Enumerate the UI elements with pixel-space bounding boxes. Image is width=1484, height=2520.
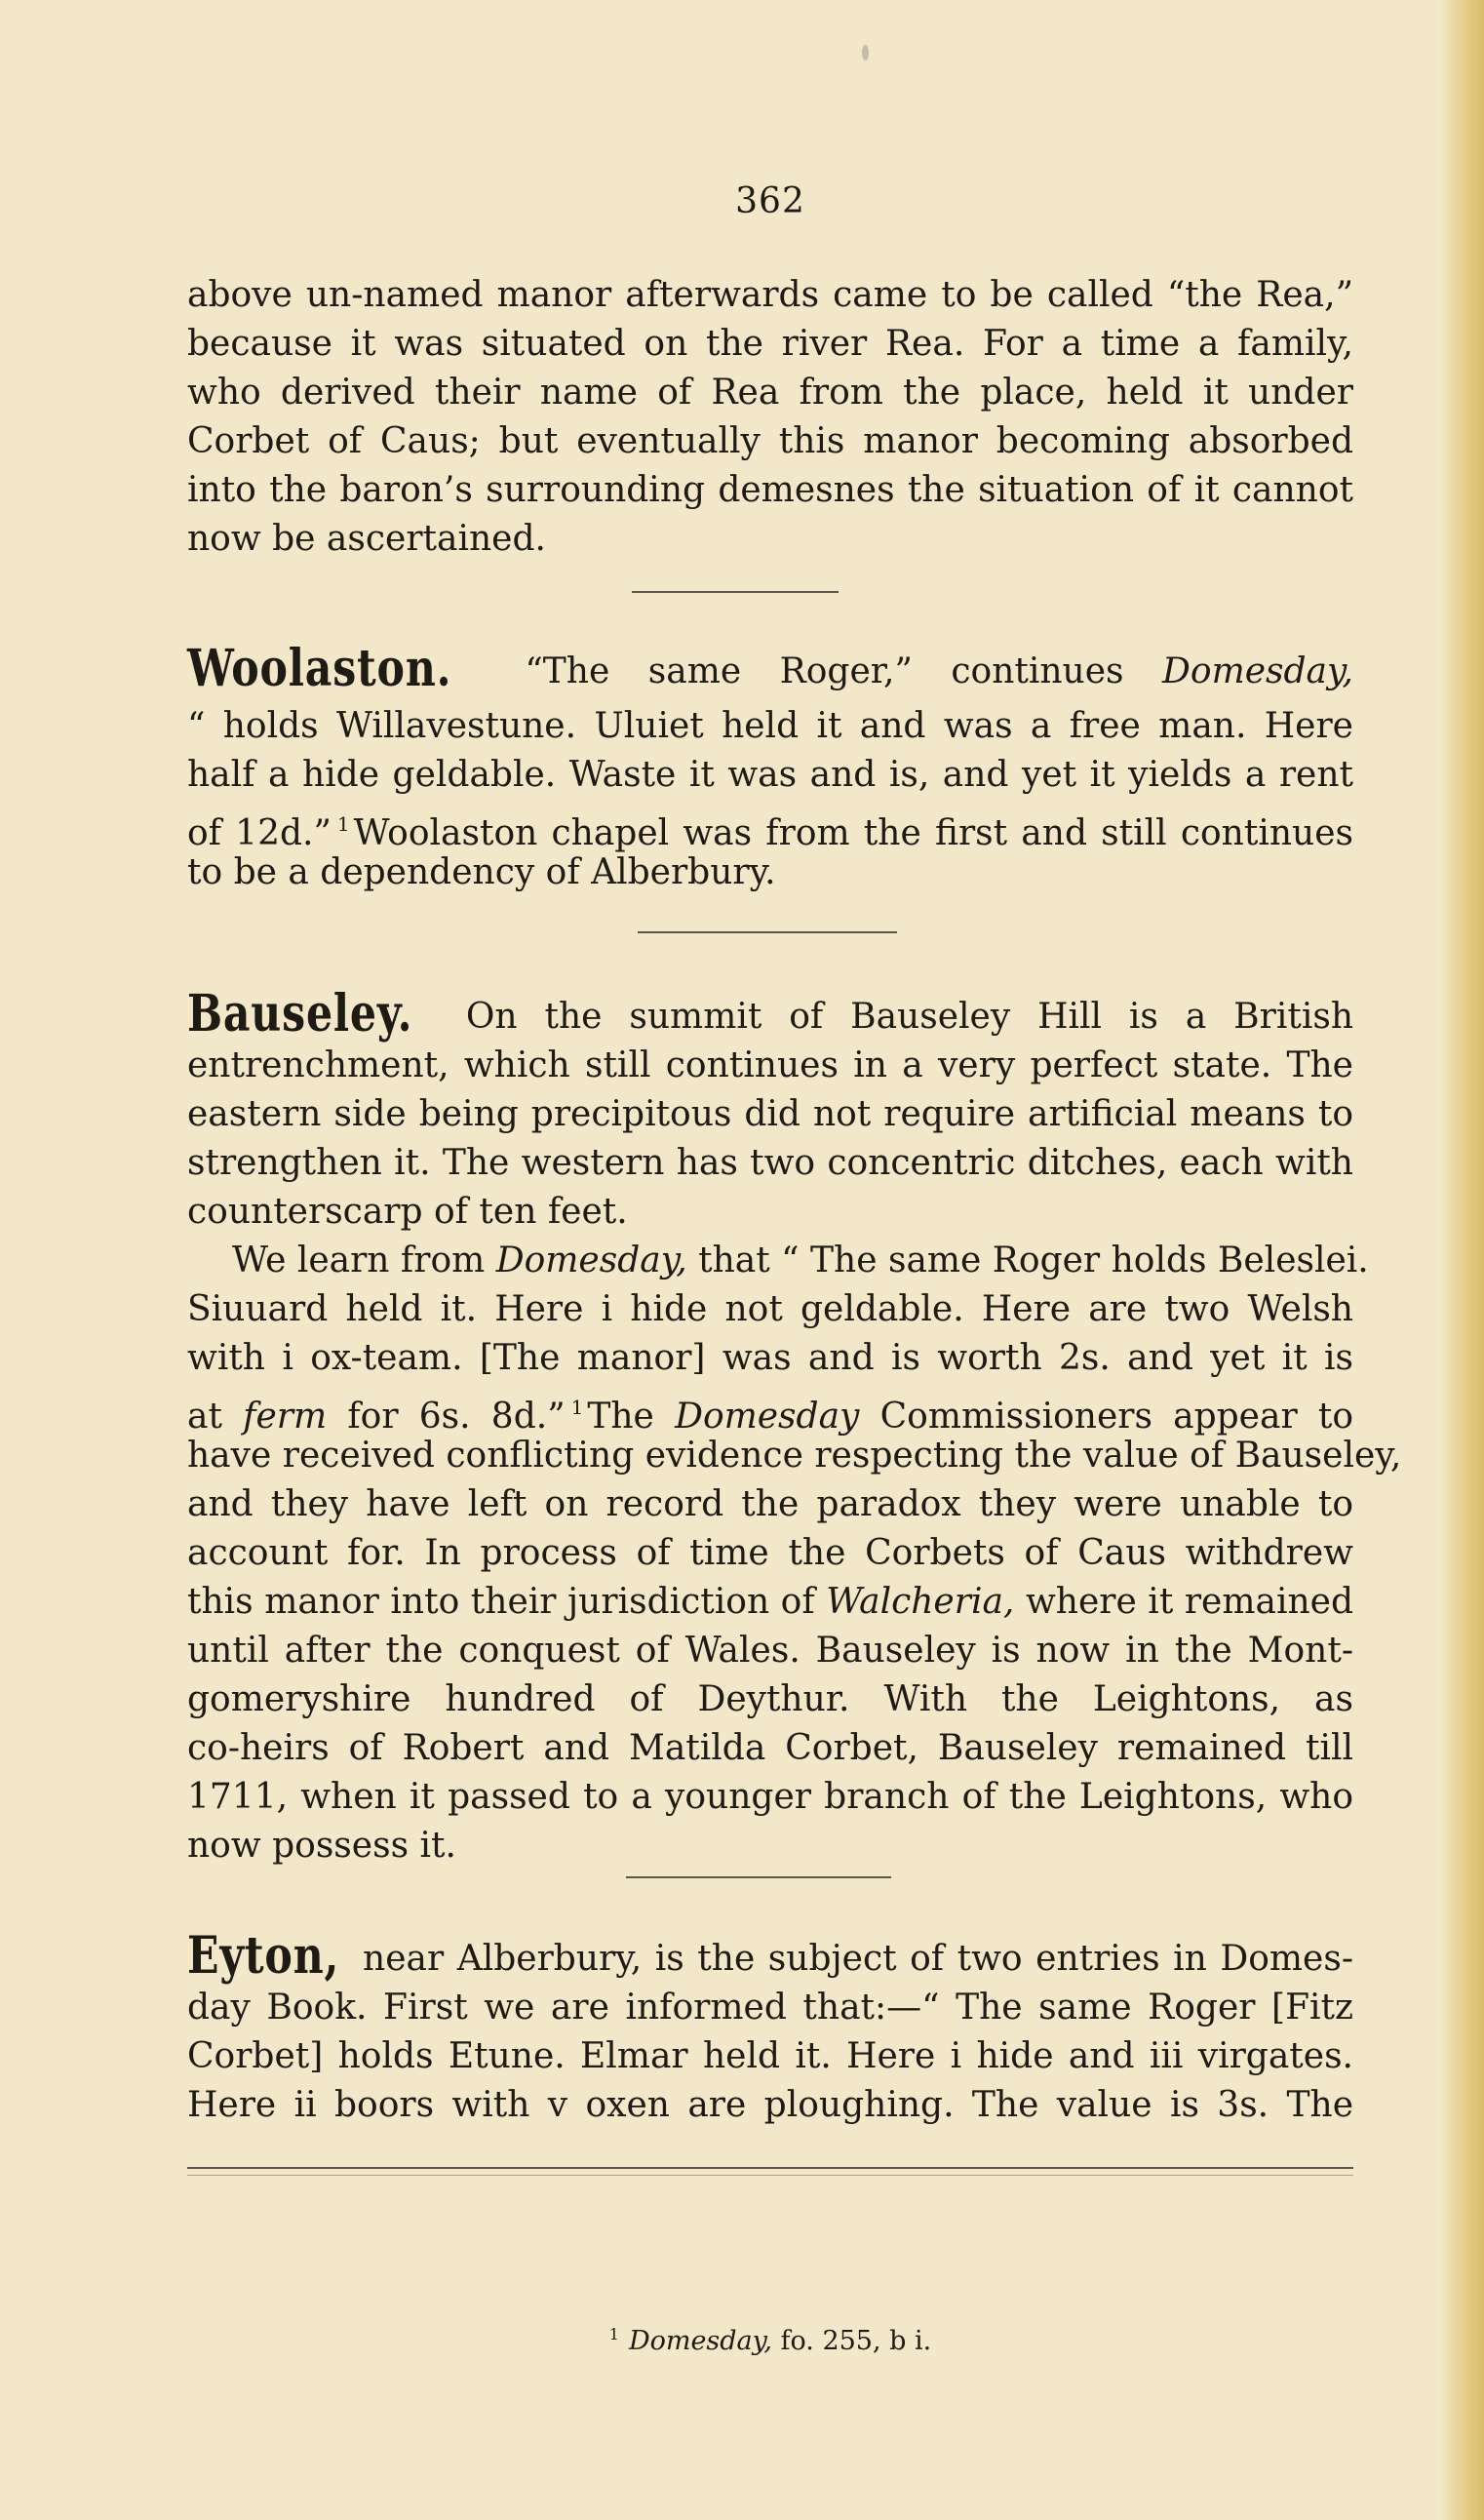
text-line: with i ox-team. [The manor] was and is worth 2s. and yet it is (187, 1338, 1353, 1378)
ink-smudge (862, 45, 869, 60)
text-line: Corbet of Caus; but eventually this manor becoming absorbed (187, 421, 1353, 461)
text-span: for 6s. 8d.” (347, 1397, 566, 1437)
text-span: The (587, 1397, 654, 1437)
woolaston-heading: Woolaston. (187, 639, 452, 698)
text-line (187, 1578, 1353, 1627)
text-span: of 12d.” (187, 813, 332, 853)
italic-text: Domesday, (1162, 651, 1353, 691)
text-line: half a hide geldable. Waste it was and is, and yet it yields a rent (187, 755, 1353, 795)
text-line: “ holds Willavestune. Uluiet held it and was a free man. Here (187, 706, 1353, 746)
footnote-divider (187, 2167, 1353, 2169)
woolaston-first-line (187, 640, 1353, 698)
text-line: until after the conquest of Wales. Bauseley is now in the Mont- (187, 1631, 1353, 1671)
text-line: above un-named manor afterwards came to be called “the Rea,” (187, 275, 1353, 315)
section-divider (626, 1876, 891, 1878)
text-line: now possess it. (187, 1826, 456, 1866)
page-number: 362 (735, 181, 805, 221)
text-span: “The same Roger,” continues (525, 651, 1124, 691)
text-line: co-heirs of Robert and Matilda Corbet, Bauseley remained till (187, 1728, 1353, 1768)
text-span: at (187, 1397, 222, 1437)
text-span: Woolaston chapel was from the first and still continues (353, 813, 1353, 853)
text-line: counterscarp of ten feet. (187, 1192, 628, 1232)
italic-text: Walcheria, (826, 1582, 1015, 1622)
section-divider (638, 931, 897, 933)
text-line: strengthen it. The western has two concentric ditches, each with (187, 1143, 1353, 1183)
page-edge-discoloration (1439, 0, 1484, 2520)
text-span: this manor into their jurisdiction of (187, 1582, 815, 1622)
text-line (232, 1237, 1369, 1285)
footnote-marker: 1 (570, 1396, 584, 1419)
text-line: have received conflicting evidence respecting the value of Bauseley, (187, 1436, 1402, 1476)
italic-text: Domesday, (628, 2326, 772, 2356)
footnote-marker: 1 (608, 2325, 619, 2343)
eyton-heading: Eyton, (187, 1926, 340, 1986)
text-line: to be a dependency of Alberbury. (187, 852, 776, 892)
text-line (187, 800, 1353, 853)
text-line: Siuuard held it. Here i hide not geldable. Here are two Welsh (187, 1289, 1353, 1329)
text-line: 1711, when it passed to a younger branch of the Leightons, who (187, 1777, 1353, 1817)
text-line: now be ascertained. (187, 519, 546, 559)
text-line: day Book. First we are informed that:—“ The same Roger [Fitz (187, 1988, 1353, 2028)
text-line: because it was situated on the river Rea. For a time a family, (187, 324, 1353, 364)
text-line: account for. In process of time the Corbets of Caus withdrew (187, 1533, 1353, 1573)
eyton-first-line (187, 1927, 1353, 1986)
italic-text: ferm (243, 1397, 328, 1437)
section-divider (632, 591, 839, 593)
footnote-marker: 1 (336, 812, 350, 836)
text-span: We learn from (232, 1240, 486, 1280)
footnote-text: fo. 255, b i. (780, 2326, 932, 2356)
text-line: and they have left on record the paradox they were unable to (187, 1484, 1353, 1524)
footnote (0, 2325, 1484, 2356)
text-line: into the baron’s surrounding demesnes the situation of it cannot (187, 470, 1353, 510)
text-line: eastern side being precipitous did not require artificial means to (187, 1094, 1353, 1134)
text-span: where it remained (1025, 1582, 1353, 1622)
text-line: Here ii boors with v oxen are ploughing. The value is 3s. The (187, 2085, 1353, 2125)
italic-text: Domesday, (495, 1240, 687, 1280)
bauseley-heading: Bauseley. (187, 984, 413, 1043)
text-line (187, 1383, 1354, 1437)
text-line: entrenchment, which still continues in a very perfect state. The (187, 1045, 1353, 1085)
text-span: On the summit of Bauseley Hill is a British (465, 997, 1354, 1037)
bauseley-first-line (187, 985, 1353, 1043)
text-line: gomeryshire hundred of Deythur. With the Leightons, as (187, 1679, 1353, 1719)
text-span: that “ The same Roger holds Beleslei. (698, 1240, 1369, 1280)
text-span: near Alberbury, is the subject of two entries in Domes- (363, 1939, 1353, 1979)
italic-text: Domesday (675, 1397, 860, 1437)
text-span: Commissioners appear to (879, 1397, 1354, 1437)
text-line: Corbet] holds Etune. Elmar held it. Here i hide and iii virgates. (187, 2036, 1353, 2076)
text-line: who derived their name of Rea from the place, held it under (187, 373, 1353, 413)
footnote-divider-shadow (187, 2175, 1353, 2176)
